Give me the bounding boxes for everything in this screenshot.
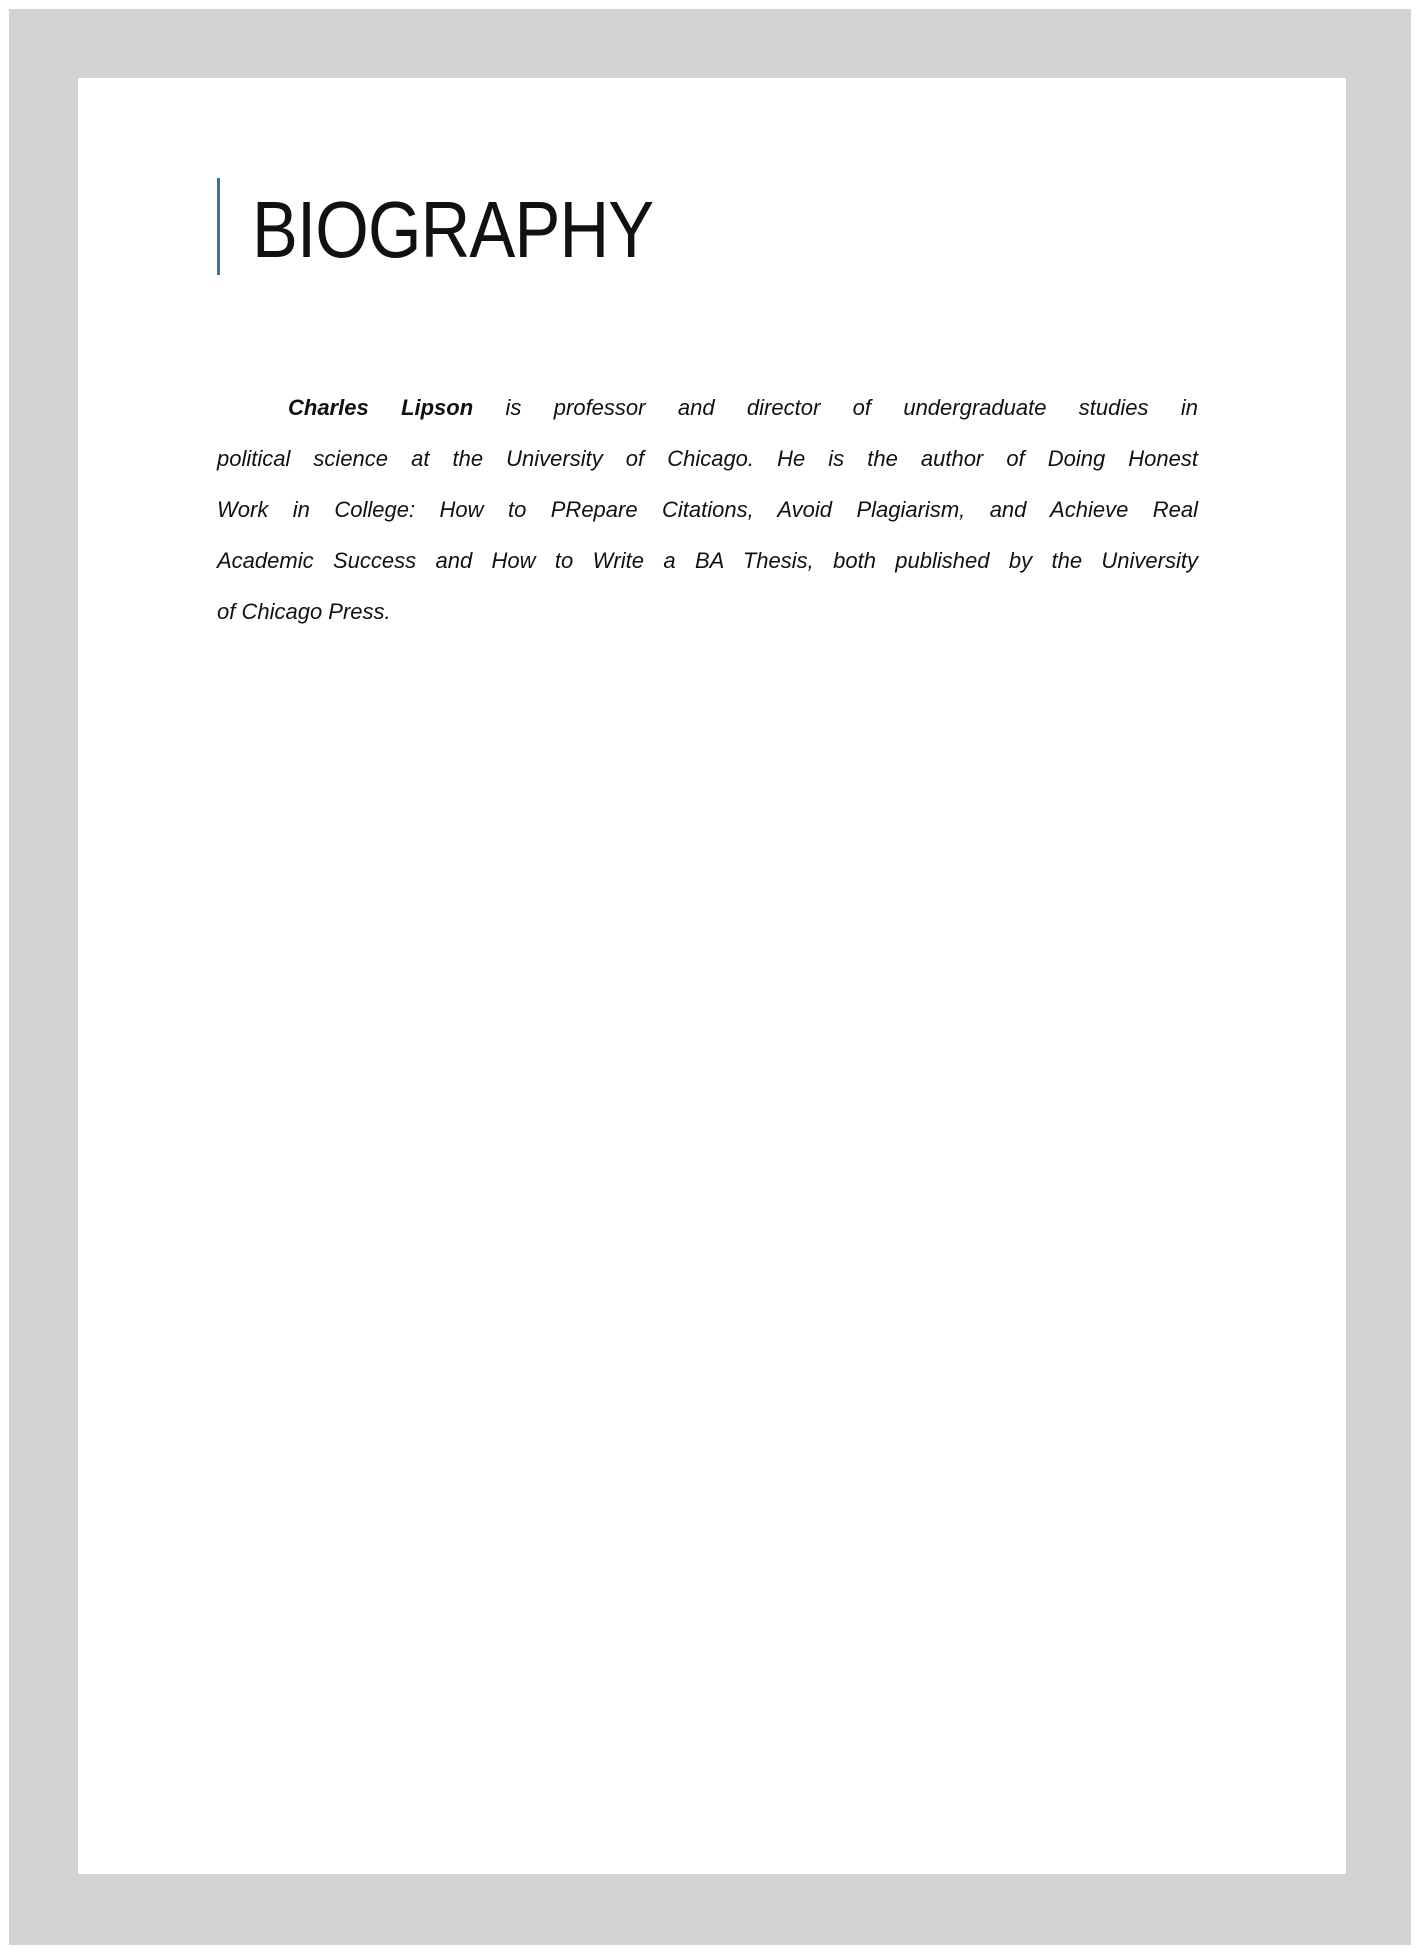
author-name: Charles Lipson [288, 395, 474, 420]
paragraph-line [217, 382, 1198, 433]
page-title: BIOGRAPHY [252, 185, 654, 274]
paragraph-line: of Chicago Press. [217, 599, 391, 624]
document-page [78, 78, 1346, 1874]
biography-paragraph [217, 382, 1198, 637]
title-accent-bar [217, 178, 220, 275]
line-text: is professor and director of undergraduate studies in [473, 395, 1198, 420]
paragraph-line: Work in College: How to PRepare Citations, Avoid Plagiarism, and Achieve Real [217, 497, 1198, 522]
paragraph-line: Academic Success and How to Write a BA Thesis, both published by the University [217, 548, 1198, 573]
paragraph-line: political science at the University of Chicago. He is the author of Doing Honest [217, 446, 1198, 471]
